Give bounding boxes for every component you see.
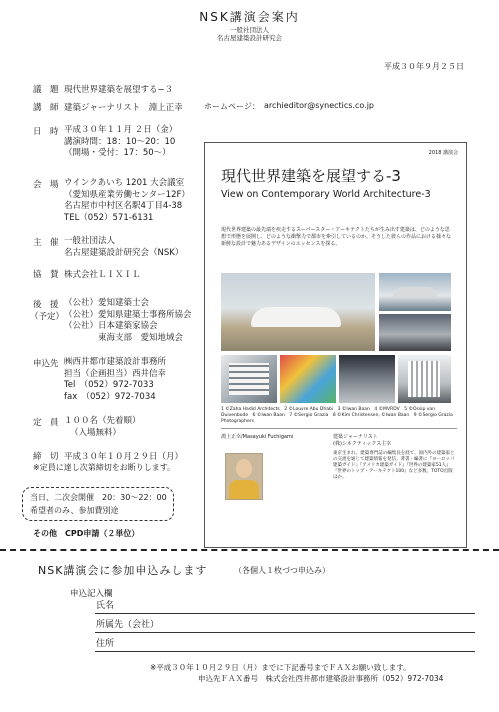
organizer-line: 名古屋建築設計研究会（NSK） bbox=[64, 247, 184, 258]
lecture-poster bbox=[204, 142, 467, 548]
address-field-label: 住所 bbox=[96, 639, 115, 649]
apply-list bbox=[64, 357, 166, 403]
form-heading: 申込記入欄 bbox=[70, 589, 113, 599]
poster-photo-1 bbox=[221, 273, 375, 351]
support-line: （公社）日本建築家協会 bbox=[64, 321, 158, 331]
capacity-line: １００名（先着順） bbox=[64, 416, 141, 426]
poster-photo-credits: 1 ©Zaha Hadid Architects 2 ©Louvre Abu Dhabi 3 ©Iwan Baan 4 ©MVRDV 5 ©Ossip van Duivenbode 6 ©Iwan Baan 7 ©Sergio Grazia 8 ©Kim Christensen, ©Iwan Baan 9 ©Sergio Grazia Photographers bbox=[221, 407, 453, 424]
venue-line: TEL（052）571-6131 bbox=[64, 212, 154, 223]
poster-speaker-bio: 東京生まれ。建築専門誌の編集長を経て、国内外の建築家との交流を通じて建築情報を発信。著書・編著に『ヨーロッパ建築ガイド』『アメリカ建築ガイド』『世界の建築家51人』『世界のトップ・アーキテクト100』など多数。TOTO出版ほか。 bbox=[333, 451, 455, 480]
datetime-line: （開場・受付：17：50〜） bbox=[64, 148, 171, 158]
deadline-value: 平成３０年１０月２９日（月） bbox=[64, 452, 184, 462]
capacity-label: 定 員 bbox=[33, 418, 59, 428]
sponsor-label: 協 賛 bbox=[33, 270, 59, 280]
poster-photo-3 bbox=[379, 314, 451, 351]
sponsor-value: 株式会社ＬＩＸＩＬ bbox=[64, 270, 141, 280]
poster-title: 現代世界建築を展望する-3 bbox=[221, 167, 401, 185]
fax-number-line: 申込先ＦＡＸ番号 株式会社西井都市建築設計事務所（052）972-7034 bbox=[198, 674, 444, 683]
venue-label: 会 場 bbox=[33, 180, 59, 190]
datetime-list bbox=[64, 125, 177, 160]
address-field[interactable] bbox=[95, 634, 475, 652]
venue-line: 名古屋市中村区名駅4丁目4-38 bbox=[64, 201, 183, 211]
apply-line: 担当（企画担当）西井信幸 bbox=[64, 368, 167, 379]
poster-subtitle: View on Contemporary World Architecture-3 bbox=[221, 189, 431, 200]
homepage-value[interactable]: archieditor@synectics.co.jp bbox=[264, 101, 375, 110]
support-list bbox=[64, 298, 192, 344]
support-label: 後 援 bbox=[33, 300, 59, 310]
form-note: （各個人１枚づつ申込み） bbox=[234, 566, 330, 575]
apply-line: Tel （052）972-7033 bbox=[64, 380, 154, 390]
organizer-line: 一般社団法人 bbox=[64, 236, 116, 246]
after-party-line-1: 当日、二次会開催 20：30〜22：00 bbox=[30, 493, 167, 502]
name-field[interactable] bbox=[95, 596, 475, 614]
organizer-list bbox=[64, 236, 183, 259]
support-line: 東海支部 愛知地域会 bbox=[64, 332, 184, 343]
poster-speaker-name: 淵上正幸/Masayuki Fuchigami bbox=[221, 434, 294, 440]
name-field-label: 氏名 bbox=[96, 601, 115, 611]
poster-divider bbox=[221, 428, 457, 429]
fax-deadline-note: ※平成３０年１０月２９日（月）までに下記番号までＦＡＸお願い致します。 bbox=[150, 663, 411, 672]
organizer-line-2: 名古屋建築設計研究会 bbox=[217, 34, 282, 42]
poster-description: 現代世界建築の最先端を疾走するスーパースター・アーキテクトたちが生み出す建築は、どのような思想で形態を展開し、どのような衝撃力で都市を牽引しているのか。そうした彼らの作品における様々な新鮮な設計で魅力あるデザインのエッセンスを探る。 bbox=[221, 227, 452, 247]
poster-photo-6 bbox=[339, 355, 395, 403]
datetime-line: 講演時間：18：10〜20：10 bbox=[64, 136, 176, 147]
capacity-line: （入場無料） bbox=[70, 427, 122, 438]
capacity-list bbox=[64, 416, 141, 439]
company-field-label: 所属先（会社） bbox=[96, 620, 160, 630]
poster-photo-5 bbox=[280, 355, 336, 403]
apply-line: ㈱西井都市建築設計事務所 bbox=[64, 357, 167, 367]
form-title: NSK講演会に参加申込みします bbox=[38, 564, 208, 577]
poster-tag: 2018 講演会 bbox=[428, 150, 458, 156]
poster-speaker-company: (株)シネクティックス主宰 bbox=[333, 441, 392, 447]
after-party-line-2: 希望者のみ、参加費別途 bbox=[30, 506, 119, 515]
poster-speaker-role: 建築ジャーナリスト bbox=[333, 434, 378, 440]
support-line: （公社）愛知建築士会 bbox=[64, 298, 150, 308]
apply-line: fax （052）972-7034 bbox=[64, 391, 156, 402]
venue-line: （愛知県産業労働センター12F） bbox=[64, 189, 190, 200]
company-field[interactable] bbox=[95, 615, 475, 633]
cpd-note: その他 CPD申請（２単位） bbox=[33, 529, 140, 538]
datetime-label: 日 時 bbox=[33, 127, 59, 137]
poster-photo-2 bbox=[379, 273, 451, 311]
deadline-note: ※定員に達し次第締切をお断りします。 bbox=[33, 463, 176, 472]
cut-line bbox=[0, 549, 499, 551]
speaker-label: 講 師 bbox=[33, 103, 59, 113]
theme-value: 現代世界建築を展望する−３ bbox=[64, 85, 174, 95]
after-party-note-box bbox=[22, 487, 174, 521]
support-line: （公社）愛知県建築士事務所協会 bbox=[64, 309, 192, 320]
theme-label: 議 題 bbox=[33, 85, 59, 95]
homepage-label: ホームページ： bbox=[204, 102, 260, 111]
organizer-label: 主 催 bbox=[33, 238, 59, 248]
datetime-line: 平成３０年１１月 ２日（金） bbox=[64, 125, 178, 135]
page-title: NSK講演会案内 bbox=[199, 10, 300, 24]
speaker-value: 建築ジャーナリスト 淵上正幸 bbox=[64, 103, 183, 113]
poster-photo-7 bbox=[398, 355, 451, 403]
apply-label: 申込先 bbox=[33, 359, 59, 369]
issue-date: 平成３０年９月２５日 bbox=[384, 62, 464, 71]
organizer-line-1: 一般社団法人 bbox=[230, 26, 269, 34]
deadline-label: 締 切 bbox=[33, 452, 59, 462]
venue-list bbox=[64, 178, 190, 224]
support-label-planned: （予定） bbox=[30, 312, 65, 322]
poster-photo-4 bbox=[221, 355, 277, 403]
venue-line: ウインクあいち 1201 大会議室 bbox=[64, 178, 185, 188]
speaker-portrait bbox=[225, 453, 263, 500]
